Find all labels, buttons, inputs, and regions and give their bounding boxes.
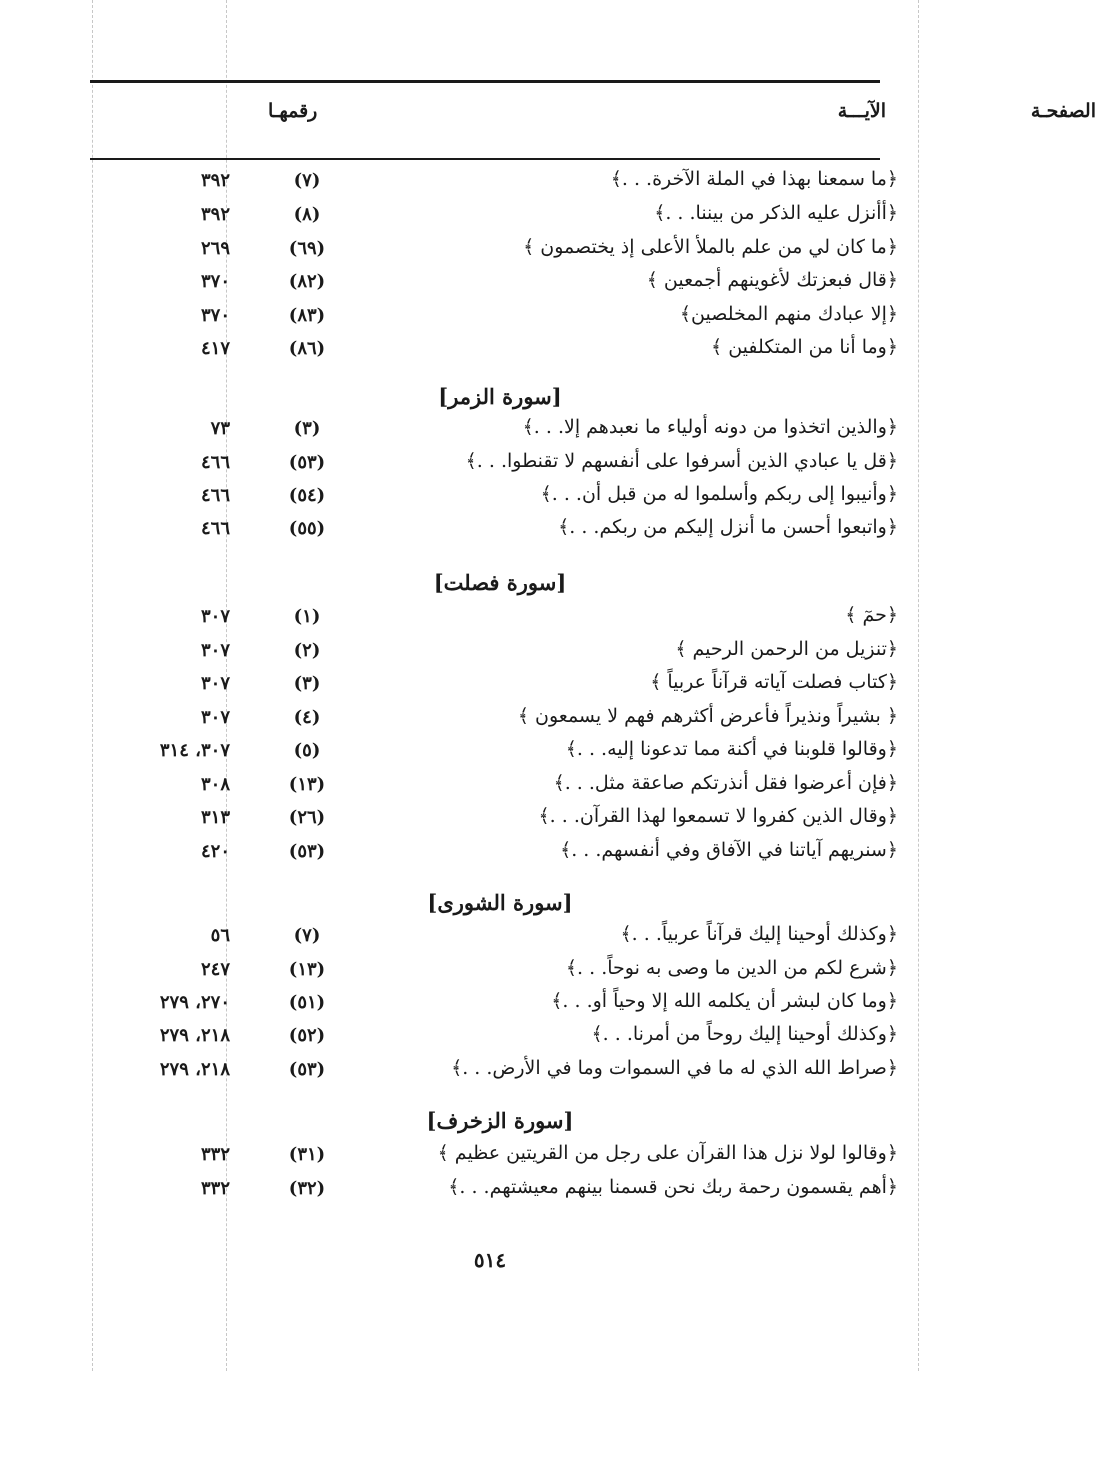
table-row bbox=[0, 837, 958, 871]
verse-number: (٥٥) bbox=[288, 518, 326, 539]
header-number: رقمهـا bbox=[268, 100, 318, 122]
surah-heading: [سورة الشورى] bbox=[427, 890, 573, 915]
verse-text: ﴿وكذلك أوحينا إليك روحاً من أمرنا. . .﴾ bbox=[591, 1023, 898, 1045]
table-row bbox=[0, 803, 958, 837]
verse-number: (٣٢) bbox=[288, 1178, 326, 1199]
page-ref: ٣٧٠ bbox=[200, 305, 230, 326]
header-ayah: الآيـــة bbox=[837, 100, 886, 122]
verse-text: ﴿تنزيل من الرحمن الرحيم ﴾ bbox=[675, 638, 898, 660]
table-row bbox=[0, 602, 958, 636]
table-row bbox=[0, 448, 958, 482]
verse-text: ﴿قال فبعزتك لأغوينهم أجمعين ﴾ bbox=[646, 269, 898, 291]
page-ref: ٣٩٢ bbox=[200, 170, 230, 191]
surah-heading: [سورة فصلت] bbox=[433, 570, 567, 595]
verse-number: (٥٣) bbox=[288, 841, 326, 862]
verse-number: (٨) bbox=[293, 204, 321, 225]
verse-number: (٦٩) bbox=[288, 238, 326, 259]
verse-text: ﴿كتاب فصلت آياته قرآناً عربياً ﴾ bbox=[650, 671, 898, 693]
page-ref: ٤٢٠ bbox=[200, 841, 230, 862]
page-ref: ٢١٨، ٢٧٩ bbox=[159, 1025, 230, 1046]
verse-number: (٥٣) bbox=[288, 1059, 326, 1080]
table-row bbox=[0, 988, 958, 1022]
page-ref: ٣٠٧ bbox=[200, 707, 230, 728]
verse-number: (٨٢) bbox=[288, 271, 326, 292]
verse-text: ﴿وقالوا قلوبنا في أكنة مما تدعونا إليه. . .﴾ bbox=[565, 738, 898, 760]
verse-text: ﴿وما أنا من المتكلفين ﴾ bbox=[711, 336, 898, 358]
verse-text: ﴿شرع لكم من الدين ما وصى به نوحاً. . .﴾ bbox=[565, 957, 898, 979]
verse-text: ﴿والذين اتخذوا من دونه أولياء ما نعبدهم إلا. . .﴾ bbox=[522, 416, 898, 438]
verse-number: (٨٦) bbox=[288, 338, 326, 359]
table-row bbox=[0, 669, 958, 703]
top-rule bbox=[90, 80, 880, 83]
verse-text: ﴿وما كان لبشر أن يكلمه الله إلا وحياً أو. . .﴾ bbox=[551, 990, 898, 1012]
verse-text: ﴿إلا عبادك منهم المخلصين﴾ bbox=[679, 303, 898, 325]
verse-text: ﴿فإن أعرضوا فقل أنذرتكم صاعقة مثل. . .﴾ bbox=[553, 772, 898, 794]
page-ref: ٣٠٧ bbox=[200, 606, 230, 627]
table-row bbox=[0, 770, 958, 804]
verse-text: ﴿أأنزل عليه الذكر من بيننا. . .﴾ bbox=[654, 202, 898, 224]
table-row bbox=[0, 1174, 958, 1208]
verse-text: ﴿وأنيبوا إلى ربكم وأسلموا له من قبل أن. . .﴾ bbox=[540, 483, 898, 505]
verse-number: (٥٣) bbox=[288, 452, 326, 473]
table-row bbox=[0, 1021, 958, 1055]
verse-text: ﴿قل يا عبادي الذين أسرفوا على أنفسهم لا تقنطوا. . .﴾ bbox=[465, 450, 898, 472]
table-row bbox=[0, 481, 958, 515]
table-row bbox=[0, 514, 958, 548]
page-ref: ٣٧٠ bbox=[200, 271, 230, 292]
surah-heading: [سورة الزخرف] bbox=[426, 1108, 574, 1133]
table-row bbox=[0, 200, 958, 234]
verse-text: ﴿وكذلك أوحينا إليك قرآناً عربياً. . .﴾ bbox=[620, 923, 898, 945]
verse-number: (٣) bbox=[293, 673, 321, 694]
header-rule bbox=[90, 158, 880, 160]
table-row bbox=[0, 1140, 958, 1174]
page-ref: ٣٩٢ bbox=[200, 204, 230, 225]
page-ref: ٢٤٧ bbox=[200, 959, 230, 980]
page-ref: ٣٠٨ bbox=[200, 774, 230, 795]
verse-number: (٤) bbox=[293, 707, 321, 728]
page-number: ٥١٤ bbox=[473, 1248, 507, 1272]
page-ref: ٣٣٢ bbox=[200, 1144, 230, 1165]
verse-number: (٧) bbox=[293, 170, 321, 191]
verse-number: (٥) bbox=[293, 740, 321, 761]
verse-number: (١٣) bbox=[288, 959, 326, 980]
verse-text: ﴿ما كان لي من علم بالملأ الأعلى إذ يختصمون ﴾ bbox=[523, 236, 898, 258]
table-row bbox=[0, 736, 958, 770]
verse-text: ﴿سنريهم آياتنا في الآفاق وفي أنفسهم. . .﴾ bbox=[560, 839, 898, 861]
verse-text: ﴿حمٓ ﴾ bbox=[845, 604, 898, 626]
page-ref: ٣٠٧ bbox=[200, 640, 230, 661]
verse-number: (١) bbox=[293, 606, 321, 627]
verse-text: ﴿ بشيراً ونذيراً فأعرض أكثرهم فهم لا يسمعون ﴾ bbox=[517, 705, 898, 727]
page-ref: ٢٦٩ bbox=[200, 238, 230, 259]
table-row bbox=[0, 166, 958, 200]
table-row bbox=[0, 921, 958, 955]
table-row bbox=[0, 955, 958, 989]
page-ref: ٣١٣ bbox=[200, 807, 230, 828]
table-row bbox=[0, 1055, 958, 1089]
page-ref: ٤١٧ bbox=[200, 338, 230, 359]
header-page: الصفحـة bbox=[1030, 100, 1096, 122]
verse-number: (٢٦) bbox=[288, 807, 326, 828]
table-row bbox=[0, 334, 958, 368]
verse-text: ﴿ما سمعنا بهذا في الملة الآخرة. . .﴾ bbox=[610, 168, 898, 190]
verse-number: (٥١) bbox=[288, 992, 326, 1013]
page-ref: ٥٦ bbox=[210, 925, 230, 946]
table-row bbox=[0, 414, 958, 448]
verse-text: ﴿وقالوا لولا نزل هذا القرآن على رجل من القريتين عظيم ﴾ bbox=[437, 1142, 898, 1164]
verse-number: (١٣) bbox=[288, 774, 326, 795]
verse-text: ﴿واتبعوا أحسن ما أنزل إليكم من ربكم. . .﴾ bbox=[558, 516, 898, 538]
table-row bbox=[0, 703, 958, 737]
surah-heading: [سورة الزمر] bbox=[438, 384, 562, 409]
page-ref: ٣٣٢ bbox=[200, 1178, 230, 1199]
table-row bbox=[0, 234, 958, 268]
verse-text: ﴿صراط الله الذي له ما في السموات وما في الأرض. . .﴾ bbox=[451, 1057, 898, 1079]
table-row bbox=[0, 301, 958, 335]
verse-number: (٣) bbox=[293, 418, 321, 439]
page-ref: ٢١٨، ٢٧٩ bbox=[159, 1059, 230, 1080]
page-ref: ٢٧٠، ٢٧٩ bbox=[159, 992, 230, 1013]
table-row bbox=[0, 267, 958, 301]
page-ref: ٤٦٦ bbox=[200, 452, 230, 473]
verse-number: (٢) bbox=[293, 640, 321, 661]
page-ref: ٤٦٦ bbox=[200, 485, 230, 506]
page-ref: ٣٠٧، ٣١٤ bbox=[159, 740, 230, 761]
verse-number: (٨٣) bbox=[288, 305, 326, 326]
page-ref: ٣٠٧ bbox=[200, 673, 230, 694]
verse-number: (٥٤) bbox=[288, 485, 326, 506]
verse-text: ﴿وقال الذين كفروا لا تسمعوا لهذا القرآن. . .﴾ bbox=[538, 805, 898, 827]
table-row bbox=[0, 636, 958, 670]
verse-number: (٧) bbox=[293, 925, 321, 946]
verse-number: (٣١) bbox=[288, 1144, 326, 1165]
page-ref: ٤٦٦ bbox=[200, 518, 230, 539]
verse-text: ﴿أهم يقسمون رحمة ربك نحن قسمنا بينهم معيشتهم. . .﴾ bbox=[448, 1176, 898, 1198]
verse-number: (٥٢) bbox=[288, 1025, 326, 1046]
page-ref: ٧٣ bbox=[210, 418, 230, 439]
